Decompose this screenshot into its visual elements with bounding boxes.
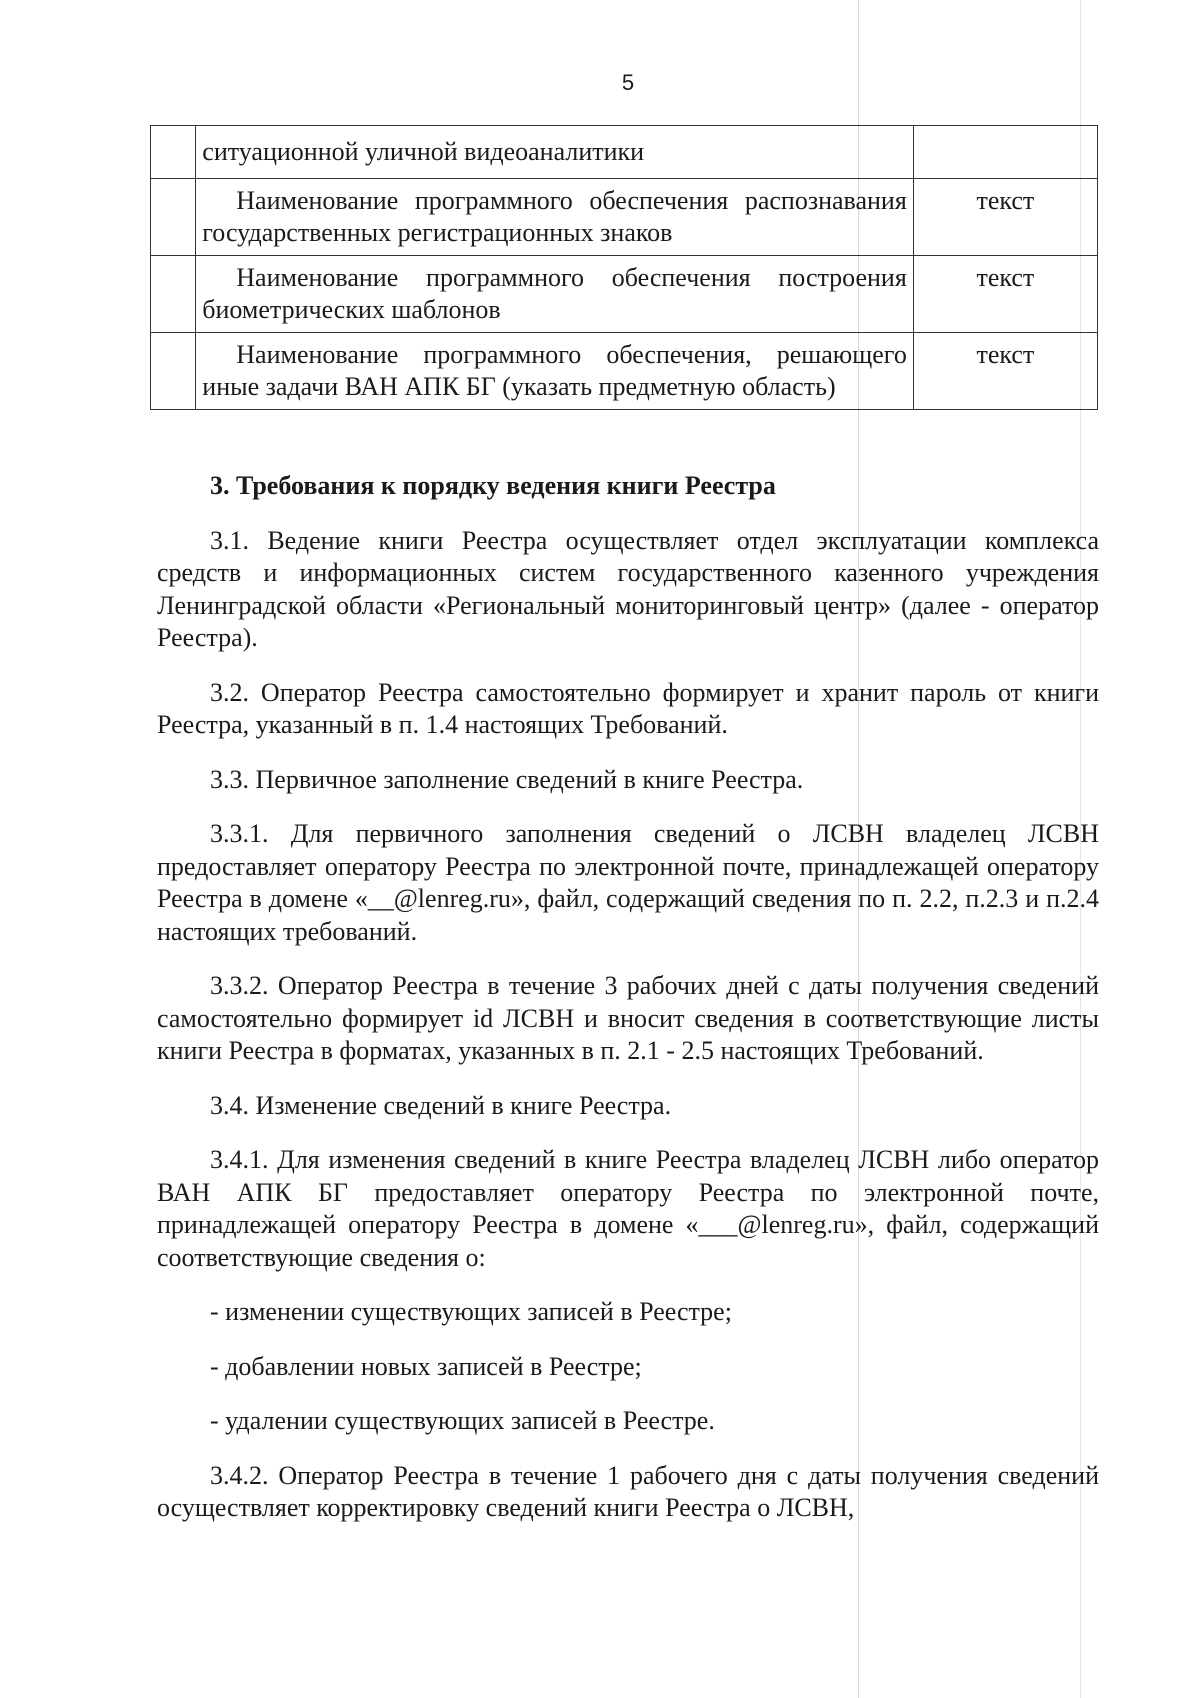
table-cell-field-name: ситуационной уличной видеоаналитики xyxy=(196,126,914,179)
section-heading: 3. Требования к порядку ведения книги Реестра xyxy=(210,471,776,500)
paragraph-3-3-2: 3.3.2. Оператор Реестра в течение 3 рабочих дней с даты получения сведений самостоятельно формирует id ЛСВН и вносит сведения в соответствующие листы книги Реестра в форматах, указанных в п. 2.1 - 2.5 настоящих Требований. xyxy=(157,971,1099,1065)
paragraph-3-3: 3.3. Первичное заполнение сведений в книге Реестра. xyxy=(210,764,804,794)
table-cell-field-type xyxy=(913,126,1097,179)
table-cell-field-type: текст xyxy=(913,333,1097,410)
page-number: 5 xyxy=(621,70,635,95)
paragraph-3-4: 3.4. Изменение сведений в книге Реестра. xyxy=(210,1090,672,1120)
table-cell-field-name: Наименование программного обеспечения построения биометрических шаблонов xyxy=(196,256,914,333)
table-cell-field-type: текст xyxy=(913,179,1097,256)
table-cell-number xyxy=(151,126,196,179)
table-cell-field-name: Наименование программного обеспечения распознавания государственных регистрационных знаков xyxy=(196,179,914,256)
list-item: - удалении существующих записей в Реестре. xyxy=(210,1406,715,1435)
table-cell-field-type: текст xyxy=(913,256,1097,333)
paragraph-3-4-2: 3.4.2. Оператор Реестра в течение 1 рабочего дня с даты получения сведений осуществляет корректировку сведений книги Реестра о ЛСВН, xyxy=(157,1460,1099,1522)
table-row xyxy=(151,333,1098,410)
paragraph-3-1: 3.1. Ведение книги Реестра осуществляет отдел эксплуатации комплекса средств и информационных систем государственного казенного учреждения Ленинградской области «Региональный мониторинговый центр» (далее - оператор Реестра). xyxy=(157,525,1099,652)
table-row xyxy=(151,126,1098,179)
table-row xyxy=(151,179,1098,256)
paragraph-3-4-1: 3.4.1. Для изменения сведений в книге Реестра владелец ЛСВН либо оператор ВАН АПК БГ предоставляет оператору Реестра по электронной почте, принадлежащей оператору Реестра в домене «___@lenreg.ru», файл, содержащий соответствующие сведения о: xyxy=(157,1145,1099,1272)
paragraph-3-3-1: 3.3.1. Для первичного заполнения сведений о ЛСВН владелец ЛСВН предоставляет оператору Реестра по электронной почте, принадлежащей оператору Реестра в домене «__@lenreg.ru», файл, содержащий сведения по п. 2.2, п.2.3 и п.2.4 настоящих требований. xyxy=(157,819,1099,946)
table-cell-number xyxy=(151,179,196,256)
list-item: - добавлении новых записей в Реестре; xyxy=(210,1351,642,1381)
section-3-body xyxy=(157,470,1099,1547)
table-row xyxy=(151,256,1098,333)
registry-fields-table xyxy=(150,125,1098,410)
table-cell-number xyxy=(151,333,196,410)
table-cell-field-name: Наименование программного обеспечения, решающего иные задачи ВАН АПК БГ (указать предметную область) xyxy=(196,333,914,410)
paragraph-3-2: 3.2. Оператор Реестра самостоятельно формирует и хранит пароль от книги Реестра, указанный в п. 1.4 настоящих Требований. xyxy=(157,677,1099,739)
table-cell-number xyxy=(151,256,196,333)
list-item: - изменении существующих записей в Реестре; xyxy=(210,1297,732,1326)
